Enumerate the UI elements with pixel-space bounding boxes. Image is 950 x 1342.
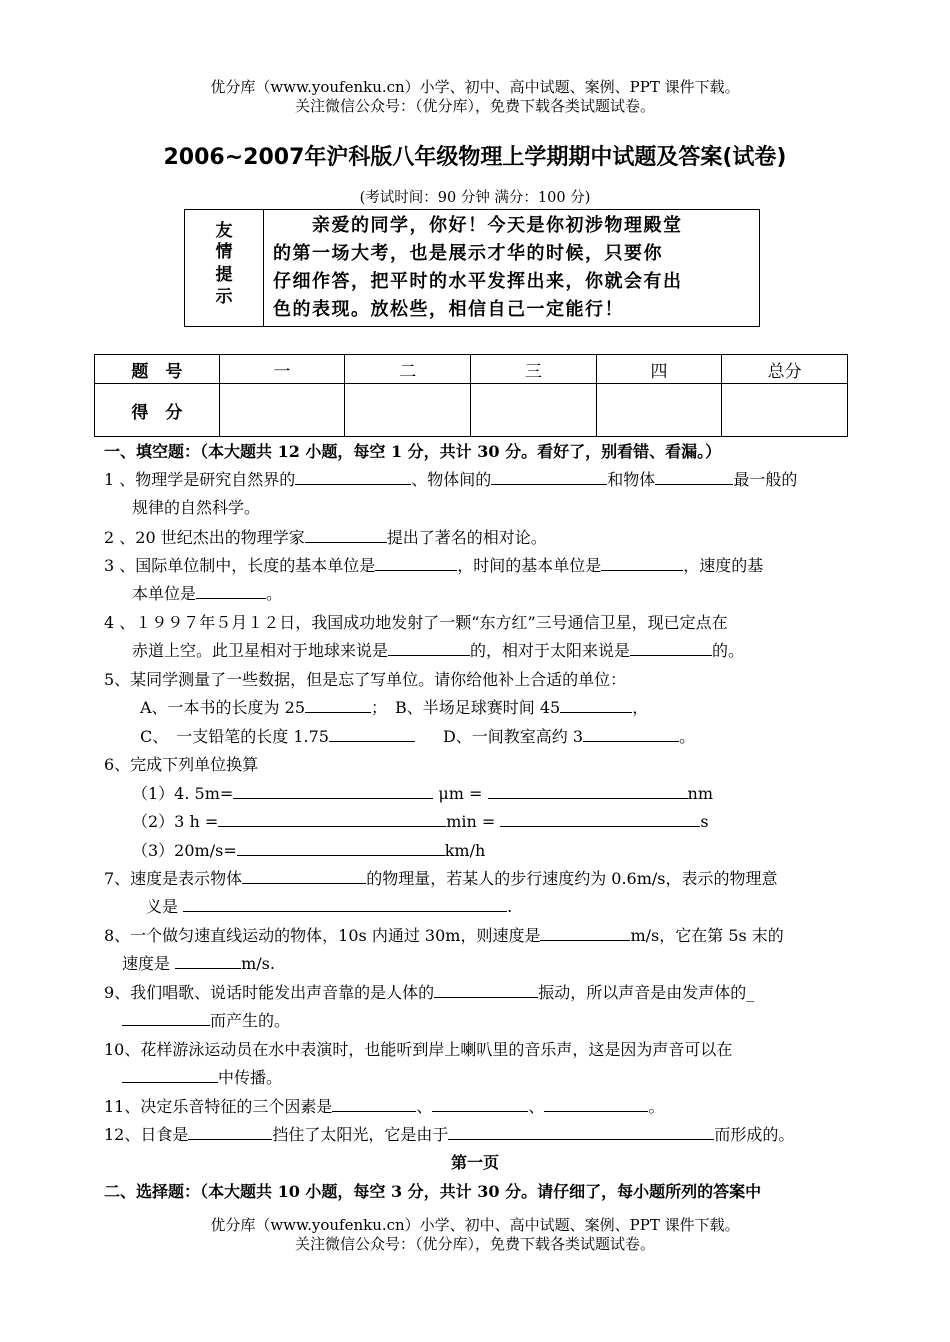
- q4-text: 的，相对于太阳来说是: [470, 641, 631, 660]
- answer-blank[interactable]: [544, 1096, 648, 1112]
- q11-text: 、: [528, 1097, 545, 1116]
- q11-text: 、: [416, 1097, 433, 1116]
- q5-text: ； B、半场足球赛时间 45: [371, 698, 561, 717]
- answer-blank[interactable]: [500, 811, 700, 827]
- answer-blank[interactable]: [332, 1096, 416, 1112]
- section-2-heading: 二、选择题：（本大题共 10 小题，每空 3 分，共计 30 分。请仔细了，每小题所列的答案中: [104, 1182, 762, 1201]
- tip-label: [185, 210, 264, 326]
- tip-label-char: 示: [215, 287, 233, 307]
- q10-line-2: [122, 1067, 282, 1089]
- answer-blank[interactable]: [237, 840, 445, 856]
- score-header-cell: 一: [219, 355, 345, 384]
- q7-text: 义是: [146, 897, 184, 916]
- q11-text: 。: [648, 1097, 665, 1116]
- q3-line-2: [132, 583, 282, 605]
- q6-text: （1）4. 5m=: [132, 784, 234, 803]
- answer-blank[interactable]: [432, 1096, 528, 1112]
- tip-label-char: 友: [215, 221, 233, 241]
- q12-text: 而形成的。: [714, 1125, 795, 1144]
- q9-line-2: [122, 1010, 290, 1032]
- score-cell[interactable]: [345, 384, 471, 437]
- question-12: [104, 1124, 794, 1146]
- footer-line-2: 关注微信公众号：（优分库），免费下载各类试题试卷。: [294, 1235, 655, 1253]
- q6-part-3: [132, 840, 485, 862]
- answer-blank[interactable]: [488, 783, 688, 799]
- question-3: [104, 555, 763, 577]
- answer-blank[interactable]: [540, 925, 630, 941]
- answer-blank[interactable]: [233, 783, 433, 799]
- q8-line-2: [122, 953, 275, 975]
- q3-text: ，时间的基本单位是: [457, 556, 602, 575]
- q4-text: 的。: [712, 641, 745, 660]
- q12-text: 12、日食是: [104, 1125, 189, 1144]
- tip-line: 亲爱的同学，你好！今天是你初涉物理殿堂: [273, 215, 683, 236]
- question-5: 5、某同学测量了一些数据，但是忘了写单位。请你给他补上合适的单位：: [104, 670, 627, 689]
- answer-blank[interactable]: [375, 555, 457, 571]
- q8-text: m/s，它在第 5s 末的: [630, 926, 784, 945]
- q4-text: 赤道上空。此卫星相对于地球来说是: [132, 641, 389, 660]
- tip-line: 仔细作答，把平时的水平发挥出来，你就会有出: [273, 271, 683, 292]
- answer-blank[interactable]: [122, 1067, 218, 1083]
- q6-text: min =: [446, 812, 501, 831]
- answer-blank[interactable]: [295, 469, 411, 485]
- q6-text: μm =: [438, 784, 488, 803]
- answer-blank[interactable]: [434, 982, 538, 998]
- answer-blank[interactable]: [122, 1010, 210, 1026]
- question-2: [104, 527, 547, 549]
- score-table: [94, 354, 848, 437]
- q5-text: ，: [632, 698, 649, 717]
- answer-blank[interactable]: [183, 896, 507, 912]
- q3-text: 本单位是: [132, 584, 197, 603]
- score-cell[interactable]: [722, 384, 848, 437]
- score-header-cell: 题 号: [95, 355, 220, 384]
- footer-line-1: 优分库（www.youfenku.cn）小学、初中、高中试题、案例、PPT 课件下载。: [210, 1216, 740, 1234]
- q5-text: 。: [679, 727, 696, 746]
- question-11: [104, 1096, 664, 1118]
- score-header-cell: 总分: [722, 355, 848, 384]
- tip-label-char: 提: [215, 265, 233, 285]
- q10-text: 中传播。: [218, 1068, 283, 1087]
- answer-blank[interactable]: [630, 640, 712, 656]
- q6-text: nm: [687, 784, 714, 803]
- q9-text: 9、我们唱歌、说话时能发出声音靠的是人体的: [104, 983, 435, 1002]
- exam-info: (考试时间：90 分钟 满分：100 分): [359, 190, 591, 206]
- q1-text: 、物体间的: [411, 470, 492, 489]
- q7-text: 7、速度是表示物体: [104, 869, 243, 888]
- q5-text: D、一间教室高约 3: [442, 727, 584, 746]
- tip-line: 的第一场大考，也是展示才华的时候，只要你: [273, 243, 663, 264]
- q12-text: 挡住了太阳光，它是由于: [272, 1125, 449, 1144]
- answer-blank[interactable]: [305, 527, 387, 543]
- q2-text: 2 、20 世纪杰出的物理学家: [104, 528, 305, 547]
- q6-part-2: [132, 811, 709, 833]
- q5-text: C、 一支铅笔的长度 1.75: [140, 727, 329, 746]
- score-header-cell: 四: [596, 355, 722, 384]
- q7-line-2: [146, 896, 512, 918]
- q7-text: 的物理量，若某人的步行速度约为 0.6m/s，表示的物理意: [366, 869, 778, 888]
- q1-text: 最一般的: [733, 470, 798, 489]
- question-6: 6、完成下列单位换算: [104, 755, 259, 774]
- q3-text: 。: [266, 584, 283, 603]
- answer-blank[interactable]: [491, 469, 607, 485]
- answer-blank[interactable]: [601, 555, 683, 571]
- answer-blank[interactable]: [242, 868, 366, 884]
- q6-text: （2）3 h =: [132, 812, 219, 831]
- answer-blank[interactable]: [218, 811, 446, 827]
- q5-line-ab: [140, 697, 648, 719]
- score-cell[interactable]: [596, 384, 722, 437]
- q6-text: （3）20m/s=: [132, 841, 237, 860]
- q9-text: 振动，所以声音是由发声体的_: [538, 983, 755, 1002]
- q1-text: 和物体: [607, 470, 656, 489]
- answer-blank[interactable]: [560, 697, 632, 713]
- q6-text: s: [700, 812, 709, 831]
- tip-box: [184, 209, 760, 327]
- q4-line-2: [132, 640, 744, 662]
- q5-line-cd: [140, 726, 695, 748]
- question-4: 4 、１９９７年５月１２日，我国成功地发射了一颗“东方红”三号通信卫星，现已定点在: [104, 613, 728, 632]
- q9-text: 而产生的。: [210, 1011, 291, 1030]
- q8-text: m/s.: [241, 954, 275, 973]
- q11-text: 11、决定乐音特征的三个因素是: [104, 1097, 333, 1116]
- q8-text: 8、一个做匀速直线运动的物体，10s 内通过 30m，则速度是: [104, 926, 541, 945]
- question-10: 10、花样游泳运动员在水中表演时，也能听到岸上喇叭里的音乐声，这是因为声音可以在: [104, 1040, 733, 1059]
- q1-line-2: 规律的自然科学。: [132, 498, 261, 517]
- q8-text: 速度是: [122, 954, 176, 973]
- answer-blank[interactable]: [196, 583, 266, 599]
- tip-line: 色的表现。放松些，相信自己一定能行！: [273, 299, 624, 320]
- q7-text: .: [507, 897, 513, 916]
- answer-blank[interactable]: [175, 953, 241, 969]
- page-number-label: 第一页: [450, 1153, 499, 1172]
- question-8: [104, 925, 784, 947]
- tip-label-char: 情: [215, 242, 233, 262]
- header-line-1: 优分库（www.youfenku.cn）小学、初中、高中试题、案例、PPT 课件下载。: [210, 78, 740, 96]
- question-1: [104, 469, 797, 491]
- q6-text: km/h: [444, 841, 486, 860]
- score-cell[interactable]: [471, 384, 597, 437]
- q5-text: A、一本书的长度为 25: [140, 698, 306, 717]
- q3-text: ，速度的基: [683, 556, 764, 575]
- score-header-cell: 二: [345, 355, 471, 384]
- q2-text: 提出了著名的相对论。: [386, 528, 547, 547]
- answer-blank[interactable]: [305, 697, 371, 713]
- q1-text: 1 、物理学是研究自然界的: [104, 470, 296, 489]
- answer-blank[interactable]: [188, 1124, 272, 1140]
- answer-blank[interactable]: [388, 640, 470, 656]
- question-9: [104, 982, 754, 1004]
- section-1-heading: 一、填空题：（本大题共 12 小题，每空 1 分，共计 30 分。看好了，别看错、看漏。）: [104, 442, 722, 461]
- answer-blank[interactable]: [329, 726, 415, 742]
- header-line-2: 关注微信公众号：（优分库），免费下载各类试题试卷。: [294, 97, 655, 115]
- q3-text: 3 、国际单位制中，长度的基本单位是: [104, 556, 376, 575]
- score-cell[interactable]: [219, 384, 345, 437]
- answer-blank[interactable]: [655, 469, 733, 485]
- q6-part-1: [132, 783, 713, 805]
- page-title: 2006~2007年沪科版八年级物理上学期期中试题及答案(试卷): [163, 145, 787, 170]
- score-row-label: 得 分: [95, 384, 220, 437]
- answer-blank[interactable]: [583, 726, 679, 742]
- answer-blank[interactable]: [448, 1124, 714, 1140]
- question-7: [104, 868, 778, 890]
- score-header-cell: 三: [471, 355, 597, 384]
